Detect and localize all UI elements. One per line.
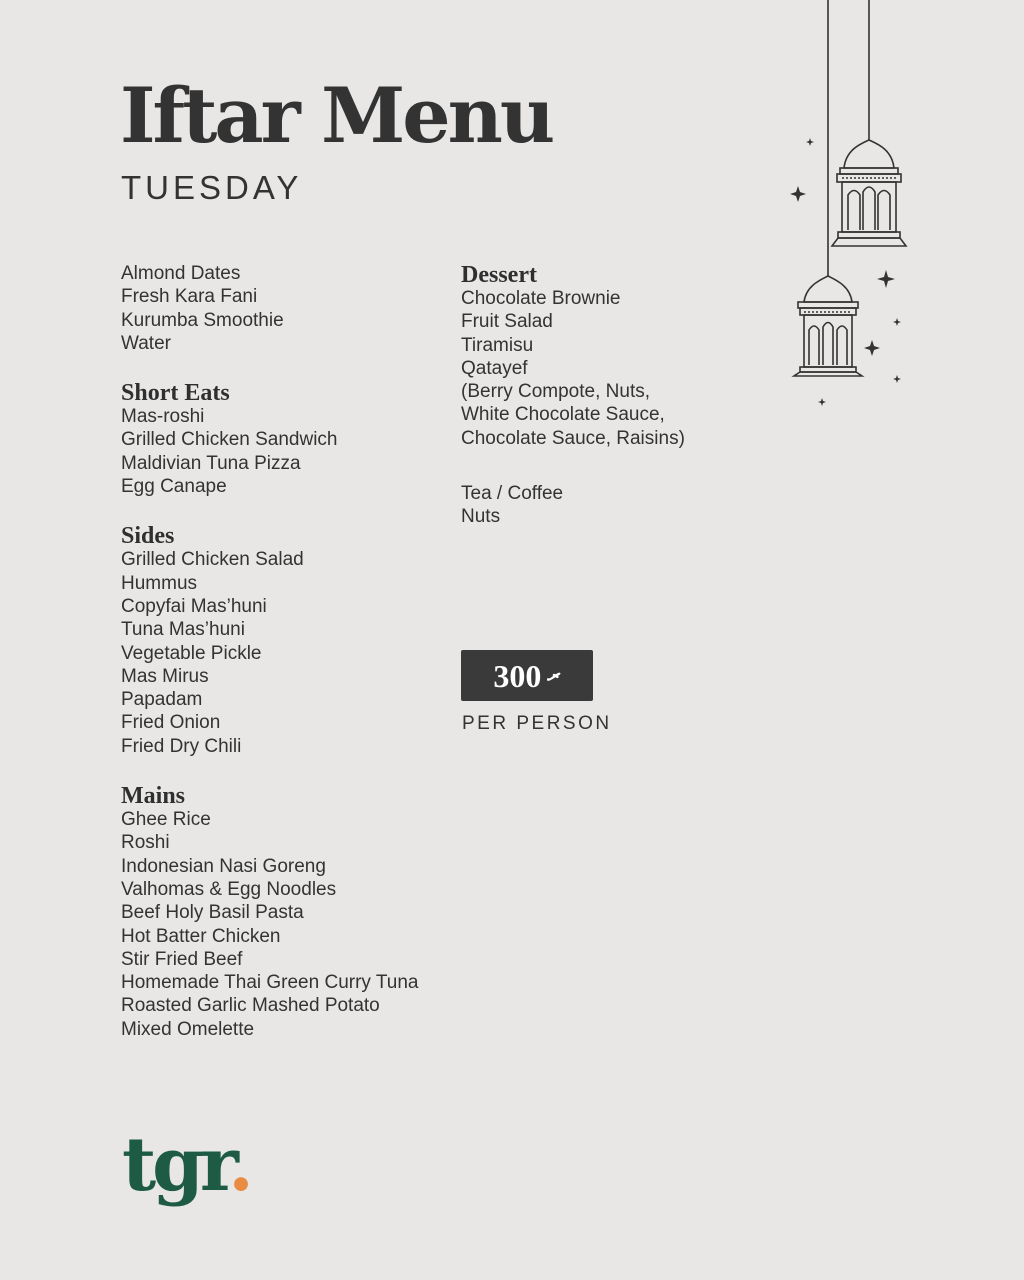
menu-item: Tuna Mas’huni — [121, 619, 245, 641]
menu-item: Nuts — [461, 506, 501, 528]
menu-item: Mas Mirus — [121, 665, 209, 687]
menu-item: Papadam — [121, 689, 203, 711]
menu-item: Roasted Garlic Mashed Potato — [121, 995, 380, 1017]
menu-title: Iftar Menu — [120, 71, 553, 160]
menu-item: Vegetable Pickle — [121, 642, 262, 664]
drinks-section — [461, 482, 761, 529]
menu-item: Hummus — [121, 572, 198, 594]
section-heading: Sides — [121, 523, 175, 550]
menu-item: Grilled Chicken Sandwich — [121, 429, 338, 451]
currency-symbol: ރ — [547, 662, 561, 688]
sparkle-icon — [790, 138, 901, 406]
price-badge — [461, 650, 593, 701]
menu-item: Beef Holy Basil Pasta — [121, 902, 304, 924]
menu-item: Chocolate Brownie — [461, 288, 621, 309]
menu-item: Fresh Kara Fani — [121, 286, 258, 308]
section-heading: Dessert — [461, 262, 537, 288]
menu-item: Mixed Omelette — [121, 1018, 255, 1040]
section-heading: Short Eats — [121, 380, 230, 407]
short-eats-section — [121, 380, 451, 498]
menu-item: Copyfai Mas’huni — [121, 595, 267, 617]
logo-dot: . — [228, 1122, 250, 1208]
menu-item: Almond Dates — [121, 263, 241, 284]
menu-item: Hot Batter Chicken — [121, 925, 281, 947]
menu-item: Fried Onion — [121, 712, 221, 734]
menu-item: Maldivian Tuna Pizza — [121, 452, 301, 474]
brand-logo — [122, 1122, 250, 1208]
menu-day: TUESDAY — [121, 169, 303, 206]
menu-item: Homemade Thai Green Curry Tuna — [121, 972, 419, 994]
price-label: PER PERSON — [462, 713, 612, 734]
menu-item: Indonesian Nasi Goreng — [121, 855, 326, 877]
menu-item: Egg Canape — [121, 476, 227, 498]
left-menu-column — [121, 262, 451, 1066]
intro-section — [121, 262, 451, 355]
menu-item: Kurumba Smoothie — [121, 309, 284, 331]
menu-item: Stir Fried Beef — [121, 948, 243, 970]
menu-item: Fruit Salad — [461, 311, 553, 333]
menu-item: Qatayef — [461, 357, 528, 379]
menu-item: Ghee Rice — [121, 809, 211, 831]
right-menu-column — [461, 262, 761, 554]
sides-section — [121, 523, 451, 758]
menu-item: (Berry Compote, Nuts, — [461, 381, 650, 403]
dessert-section — [461, 262, 761, 450]
menu-item: Tiramisu — [461, 334, 534, 356]
lantern-decoration — [780, 0, 920, 420]
price-amount: 300 — [493, 657, 542, 694]
menu-item: Roshi — [121, 832, 170, 854]
mains-section — [121, 783, 451, 1041]
menu-item: Water — [121, 332, 171, 354]
menu-item: Tea / Coffee — [461, 483, 564, 505]
menu-item: Valhomas & Egg Noodles — [121, 878, 337, 900]
lantern-icon — [832, 0, 906, 246]
menu-item: Grilled Chicken Salad — [121, 549, 304, 571]
section-heading: Mains — [121, 783, 186, 810]
lantern-icon — [794, 0, 862, 376]
menu-item: Chocolate Sauce, Raisins) — [461, 427, 685, 449]
logo-text: tgr — [122, 1122, 229, 1208]
menu-item: Fried Dry Chili — [121, 735, 242, 757]
menu-item: White Chocolate Sauce, — [461, 404, 665, 426]
menu-item: Mas-roshi — [121, 406, 205, 428]
